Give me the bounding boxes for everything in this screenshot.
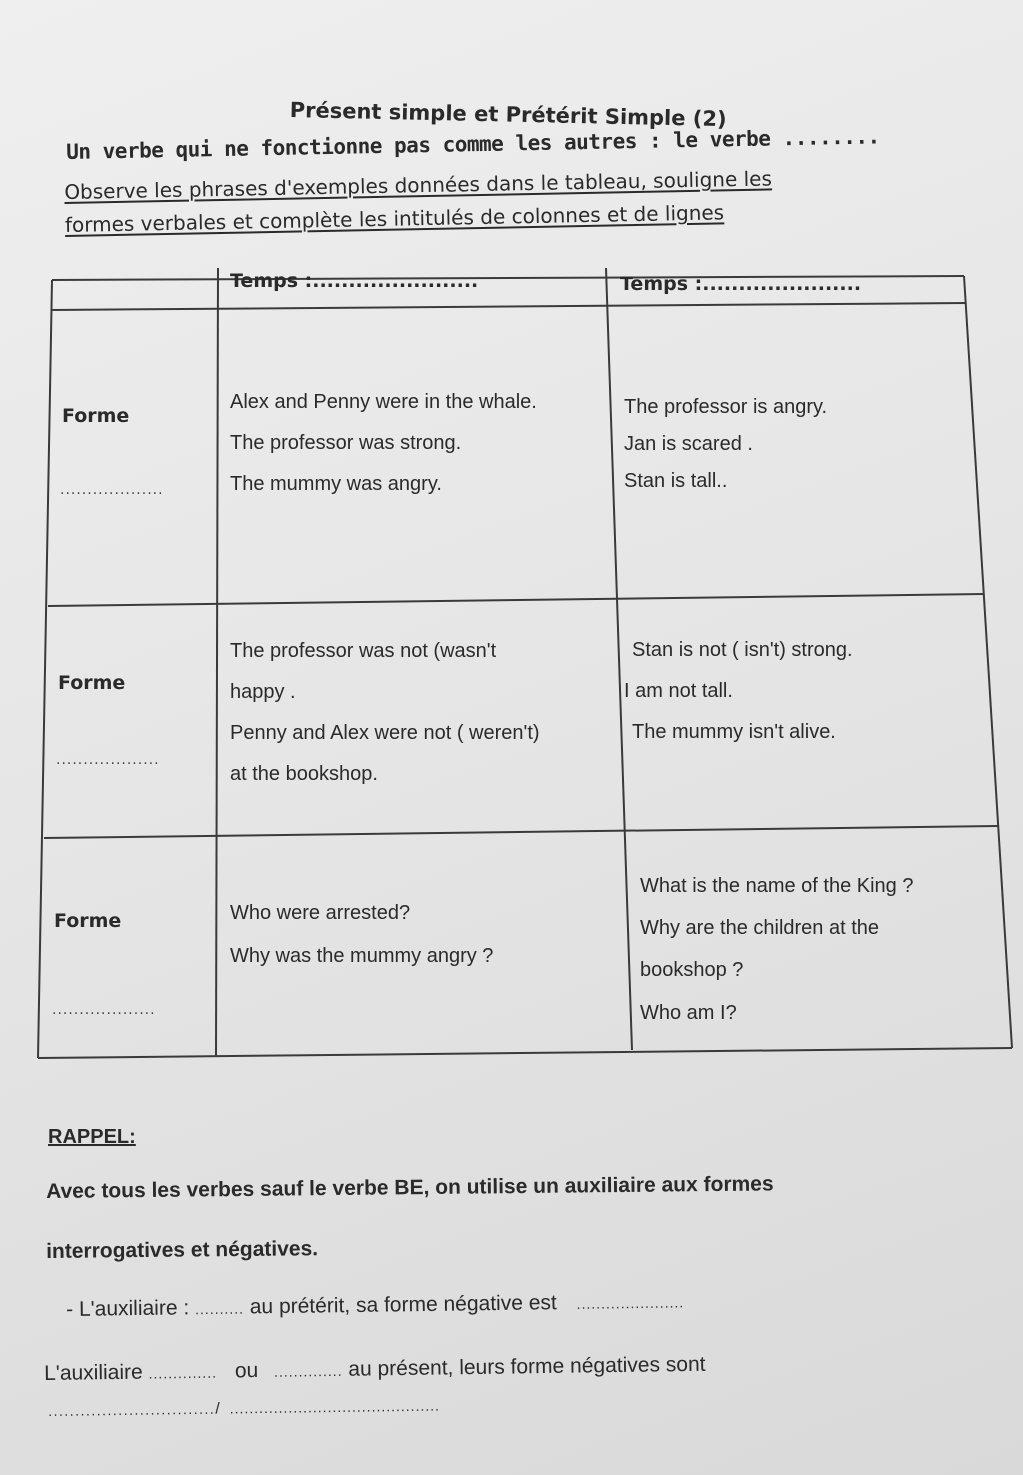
fill2-prefix: L'auxiliaire xyxy=(44,1360,149,1385)
row3-col2-line: bookshop ? xyxy=(640,959,744,981)
row1-label-blank: ................... xyxy=(60,482,164,498)
row1-col1-line: The mummy was angry. xyxy=(230,473,442,495)
row2-col1 xyxy=(230,631,540,795)
instructions-line-1: Observe les phrases d'exemples données dans le tableau, souligne les xyxy=(64,166,773,204)
fill3-blank-2[interactable]: ........................................... xyxy=(229,1397,441,1417)
row3-col2-line: Who am I? xyxy=(640,1002,737,1024)
fill3-blank-1[interactable]: ............................... xyxy=(48,1400,216,1419)
row2-col1-line: Penny and Alex were not ( weren't) xyxy=(230,722,540,744)
row1-col1-line: The professor was strong. xyxy=(230,432,462,454)
rappel-line-2: interrogatives et négatives. xyxy=(46,1237,319,1263)
row3-label-blank: ................... xyxy=(52,1002,156,1018)
page-title: Présent simple et Prétérit Simple (2) xyxy=(289,98,727,132)
row3-col2-line: What is the name of the King ? xyxy=(640,875,914,897)
fill1-blank[interactable]: .......... xyxy=(194,1300,245,1318)
row3-label: Forme xyxy=(54,910,122,932)
rappel-fill-3 xyxy=(48,1393,440,1422)
fill1-end-blank[interactable]: ...................... xyxy=(576,1294,685,1312)
row3-col1-line: Why was the mummy angry ? xyxy=(230,945,494,967)
rappel-fill-1 xyxy=(66,1289,684,1322)
row1-col2-line: The professor is angry. xyxy=(624,396,828,418)
fill2-blank-1[interactable]: .............. xyxy=(148,1364,218,1382)
row1-col2 xyxy=(624,387,827,502)
row2-col1-line: at the bookshop. xyxy=(230,763,378,785)
col2-header: Temps :...................... xyxy=(620,273,862,295)
row3-col1-line: Who were arrested? xyxy=(230,902,411,924)
row1-col2-line: Jan is scared . xyxy=(624,433,753,455)
page-subtitle: Un verbe qui ne fonctionne pas comme les autres : le verbe ........ xyxy=(66,124,880,164)
instructions-line-2: formes verbales et complète les intitulés de colonnes et de lignes xyxy=(64,200,725,237)
rappel-fill-2 xyxy=(44,1353,706,1386)
row2-label: Forme xyxy=(58,672,126,694)
fill2-ou: ou xyxy=(228,1358,265,1383)
row2-col2-line: The mummy isn't alive. xyxy=(632,721,836,743)
fill1-prefix: - L'auxiliaire : xyxy=(66,1296,196,1321)
fill3-slash: / xyxy=(215,1400,220,1418)
row1-col1 xyxy=(230,382,537,505)
row2-col1-line: happy . xyxy=(230,681,296,703)
fill1-middle: au prétérit, sa forme négative est xyxy=(243,1291,563,1319)
row3-col2-line: Why are the children at the xyxy=(640,917,880,939)
row2-col2-line: Stan is not ( isn't) strong. xyxy=(632,639,853,661)
row2-label-blank: ................... xyxy=(56,752,160,768)
row1-col1-line: Alex and Penny were in the whale. xyxy=(230,391,537,413)
row2-col1-line: The professor was not (wasn't xyxy=(230,640,497,662)
row3-col1 xyxy=(230,893,493,977)
fill2-suffix: au présent, leurs forme négatives sont xyxy=(342,1352,706,1381)
instructions xyxy=(64,159,925,241)
fill2-blank-2[interactable]: .............. xyxy=(273,1362,343,1380)
rappel-line-1: Avec tous les verbes sauf le verbe BE, on utilise un auxiliaire aux formes xyxy=(46,1172,774,1203)
row1-col2-line: Stan is tall.. xyxy=(624,470,728,492)
rappel-heading: RAPPEL: xyxy=(48,1126,136,1148)
col1-header: Temps :....................... xyxy=(230,270,479,292)
row1-label: Forme xyxy=(62,405,130,427)
row3-col2 xyxy=(640,866,914,1034)
row2-col2 xyxy=(624,630,853,753)
row2-col2-line: I am not tall. xyxy=(624,680,733,702)
